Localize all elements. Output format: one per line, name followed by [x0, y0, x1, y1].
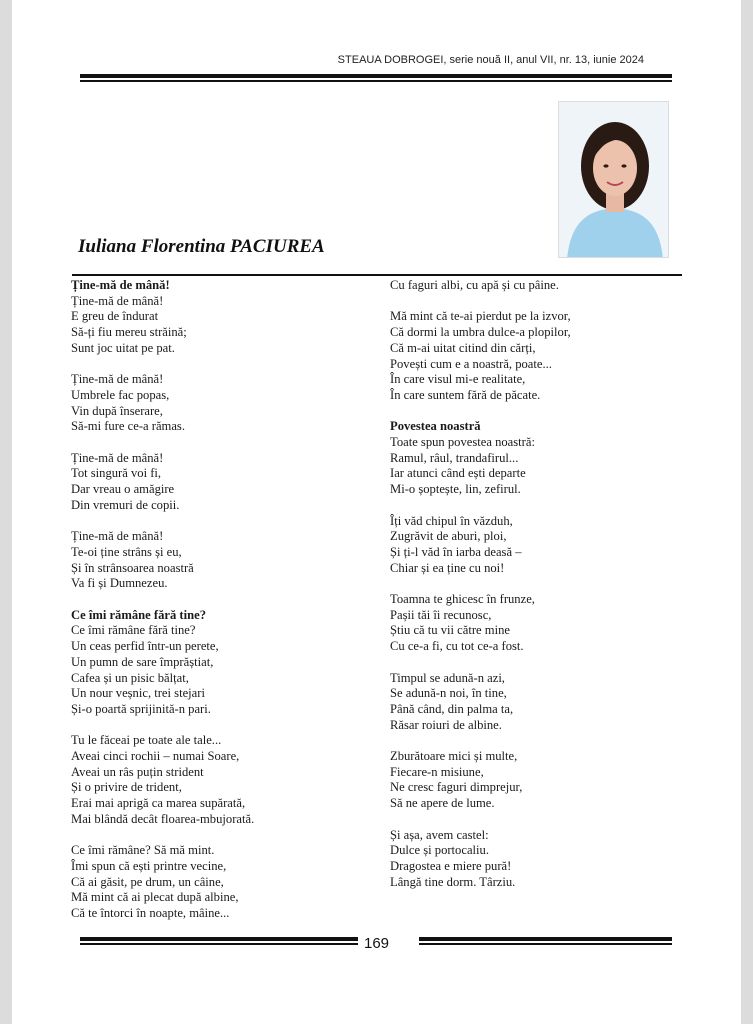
verse-line: Iar atunci când ești departe [390, 466, 526, 481]
poem-title: Ce îmi rămâne fără tine? [71, 607, 206, 622]
verse-line: Toate spun povestea noastră: [390, 435, 535, 449]
verse-line: Și în strânsoarea noastră [71, 560, 194, 575]
verse-line: În care visul mi-e realitate, [390, 372, 526, 387]
stanza [71, 529, 371, 592]
footer-rule-right-thick [419, 937, 672, 941]
left-text-column [71, 278, 371, 937]
verse-line: Chiar și ea ține cu noi! [390, 560, 505, 575]
verse-line: Se adună-n noi, în tine, [390, 686, 507, 701]
verse-line: Și o privire de trident, [71, 780, 182, 795]
verse-line: Vin după înserare, [71, 403, 163, 418]
header-rule-thin [80, 80, 672, 82]
verse-line: Că m-ai uitat citind din cărți, [390, 340, 536, 355]
stanza [390, 671, 690, 734]
stanza [71, 451, 371, 514]
stanza [390, 278, 690, 294]
stanza [71, 608, 371, 718]
stanza [390, 419, 690, 498]
verse-line: Și-o poartă sprijinită-n pari. [71, 701, 211, 716]
verse-line: Te-oi ține strâns și eu, [71, 544, 182, 559]
verse-line: Răsar roiuri de albine. [390, 717, 502, 732]
verse-line: Să ne apere de lume. [390, 796, 495, 811]
verse-line: Ține-mă de mână! [71, 372, 164, 387]
verse-line: Că dormi la umbra dulce-a plopilor, [390, 325, 571, 340]
footer-rule-right-thin [419, 943, 672, 945]
verse-line: Povești cum e a noastră, poate... [390, 356, 552, 371]
verse-line: Lângă tine dorm. Târziu. [390, 874, 516, 889]
verse-line: Pașii tăi îi recunosc, [390, 607, 492, 622]
verse-line: Mai blândă decât floarea-mbujorată. [71, 811, 255, 826]
stanza [71, 372, 371, 435]
verse-line: Mă mint că te-ai pierdut pe la izvor, [390, 309, 571, 324]
verse-line: Fiecare-n misiune, [390, 764, 484, 779]
verse-line: Cu ce-a fi, cu tot ce-a fost. [390, 639, 524, 654]
verse-line: Din vremuri de copii. [71, 497, 180, 512]
verse-line: Aveai un râs puțin strident [71, 764, 204, 779]
stanza [71, 278, 371, 357]
running-header: STEAUA DOBROGEI, serie nouă II, anul VII, nr. 13, iunie 2024 [337, 54, 644, 66]
verse-line: Mă mint că ai plecat după albine, [71, 890, 239, 905]
magazine-page [12, 0, 741, 1024]
poem-title: Povestea noastră [390, 419, 481, 434]
verse-line: Un nour veșnic, trei stejari [71, 686, 205, 701]
page-number: 169 [363, 935, 390, 952]
author-portrait [558, 101, 669, 258]
verse-line: Va fi și Dumnezeu. [71, 576, 168, 591]
verse-line: Ține-mă de mână! [71, 293, 164, 308]
verse-line: Îți văd chipul în văzduh, [390, 513, 513, 528]
verse-line: Să-ți fiu mereu străină; [71, 325, 187, 340]
verse-line: Că ai găsit, pe drum, un câine, [71, 874, 224, 889]
verse-line: Erai mai aprigă ca marea supărată, [71, 796, 246, 811]
verse-line: În care suntem fără de păcate. [390, 387, 541, 402]
stanza [390, 309, 690, 403]
verse-line: Un pumn de sare împrăștiat, [71, 654, 214, 669]
author-name: Iuliana Florentina PACIUREA [78, 236, 325, 257]
verse-line: E greu de îndurat [71, 309, 159, 324]
verse-line: Ține-mă de mână! [71, 450, 164, 465]
verse-line: Cu faguri albi, cu apă și cu pâine. [390, 278, 559, 292]
stanza [390, 592, 690, 655]
stanza [71, 733, 371, 827]
right-text-column [390, 278, 690, 906]
verse-line: Ține-mă de mână! [71, 529, 164, 544]
verse-line: Umbrele fac popas, [71, 387, 170, 402]
verse-line: Tot singură voi fi, [71, 466, 162, 481]
stanza [390, 514, 690, 577]
verse-line: Zugrăvit de aburi, ploi, [390, 529, 507, 544]
verse-line: Dar vreau o amăgire [71, 482, 175, 497]
verse-line: Îmi spun că ești printre vecine, [71, 858, 227, 873]
verse-line: Ne cresc faguri dimprejur, [390, 780, 523, 795]
verse-line: Știu că tu vii către mine [390, 623, 510, 638]
stanza [390, 828, 690, 891]
verse-line: Tu le făceai pe toate ale tale... [71, 733, 222, 748]
verse-line: Și ți-l văd în iarba deasă – [390, 544, 522, 559]
stanza [71, 843, 371, 922]
verse-line: Mi-o șoptește, lin, zefirul. [390, 482, 521, 497]
verse-line: Sunt joc uitat pe pat. [71, 340, 175, 355]
header-rule-thick [80, 74, 672, 78]
verse-line: Aveai cinci rochii – numai Soare, [71, 749, 240, 764]
verse-line: Dulce și portocaliu. [390, 843, 489, 858]
verse-line: Ce îmi rămâne? Să mă mint. [71, 843, 215, 858]
verse-line: Dragostea e miere pură! [390, 858, 512, 873]
verse-line: Toamna te ghicesc în frunze, [390, 592, 535, 606]
stanza [390, 749, 690, 812]
verse-line: Până când, din palma ta, [390, 701, 514, 716]
verse-line: Un ceas perfid într-un perete, [71, 639, 219, 654]
verse-line: Cafea și un pisic bălțat, [71, 670, 189, 685]
verse-line: Timpul se adună-n azi, [390, 670, 505, 685]
verse-line: Ce îmi rămâne fără tine? [71, 623, 196, 638]
author-portrait-icon [559, 102, 669, 258]
verse-line: Zburătoare mici și multe, [390, 749, 518, 763]
verse-line: Că te întorci în noapte, mâine... [71, 906, 230, 921]
verse-line: Să-mi fure ce-a rămas. [71, 419, 185, 434]
title-rule [72, 274, 682, 276]
verse-line: Ramul, râul, trandafirul... [390, 450, 519, 465]
poem-title: Ține-mă de mână! [71, 278, 170, 292]
verse-line: Și așa, avem castel: [390, 827, 489, 842]
